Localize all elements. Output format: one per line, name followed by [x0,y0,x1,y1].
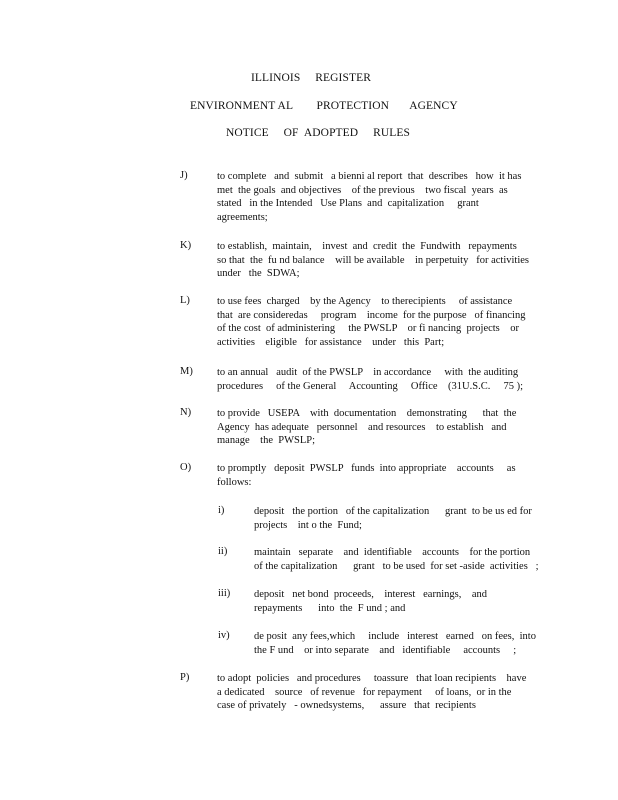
text-line: activities eligible for assistance under this Part; [217,336,445,348]
text-line: maintain separate and identifiable accounts for the portion [254,547,531,558]
list-item-text [217,295,525,349]
text-line: that are consideredas program income for the purpose of financing [217,309,526,321]
list-item-text [217,462,516,489]
text-line: to promptly deposit PWSLP funds into appropriate accounts as [217,463,516,474]
text-line: de posit any fees,which include interest earned on fees, into [254,631,536,642]
text-line: to adopt policies and procedures toassure that loan recipients have [217,673,527,684]
text-line: stated in the Intended Use Plans and capitalization grant [217,198,479,209]
list-item-marker: J) [180,170,188,181]
text-line: under the SDWA; [217,268,300,279]
list-item-marker: L) [180,295,190,306]
text-line: to provide USEPA with documentation demonstrating that the [217,408,517,419]
list-item-text [217,407,516,448]
text-line: to complete and submit a bienni al report that describes how it has [217,171,522,182]
list-item-marker: N) [180,407,192,418]
list-item-text [217,672,526,713]
text-line: a dedicated source of revenue for repayment of loans, or in the [217,686,512,698]
text-line: of the capitalization grant to be used for set -aside activities ; [254,560,539,572]
list-item-text [254,588,487,615]
text-line: of the cost of administering the PWSLP or fi nancing projects or [217,323,520,334]
text-line: projects int o the Fund; [254,519,362,531]
text-line: to establish, maintain, invest and credit the Fundwith repayments [217,241,517,252]
text-line: deposit the portion of the capitalization grant to be us ed for [254,506,532,517]
text-line: to an annual audit of the PWSLP in accordance with the auditing [217,367,519,378]
list-item-marker: ii) [218,546,228,557]
list-item-text [254,630,536,657]
list-item-marker: i) [218,505,225,516]
list-item-text [254,546,539,573]
header-agency-name: ENVIRONMENT AL PROTECTION AGENCY [190,100,458,112]
text-line: procedures of the General Accounting Office (31U.S.C. 75 ); [217,380,523,392]
list-item-text [217,366,523,393]
list-item-marker: iii) [218,588,231,599]
list-item-marker: K) [180,240,192,251]
list-item-marker: P) [180,672,190,683]
text-line: follows: [217,476,252,488]
text-line: met the goals and objectives of the previous two fiscal years as [217,184,508,196]
text-line: so that the fu nd balance will be available in perpetuity for activities [217,254,529,266]
header-register-title: ILLINOIS REGISTER [251,72,371,84]
list-item-text [217,170,521,224]
list-item-text [254,505,532,532]
text-line: to use fees charged by the Agency to therecipients of assistance [217,296,513,307]
text-line: deposit net bond proceeds, interest earnings, and [254,589,487,600]
text-line: agreements; [217,211,268,223]
list-item-marker: M) [180,366,193,377]
list-item-marker: iv) [218,630,230,641]
list-item-marker: O) [180,462,192,473]
list-item-text [217,240,529,281]
text-line: Agency has adequate personnel and resources to establish and [217,421,507,433]
text-line: manage the PWSLP; [217,435,315,446]
header-notice-type: NOTICE OF ADOPTED RULES [226,127,411,139]
text-line: repayments into the F und ; and [254,602,406,614]
text-line: case of privately - ownedsystems, assure that recipients [217,700,476,711]
text-line: the F und or into separate and identifiable accounts ; [254,644,517,656]
